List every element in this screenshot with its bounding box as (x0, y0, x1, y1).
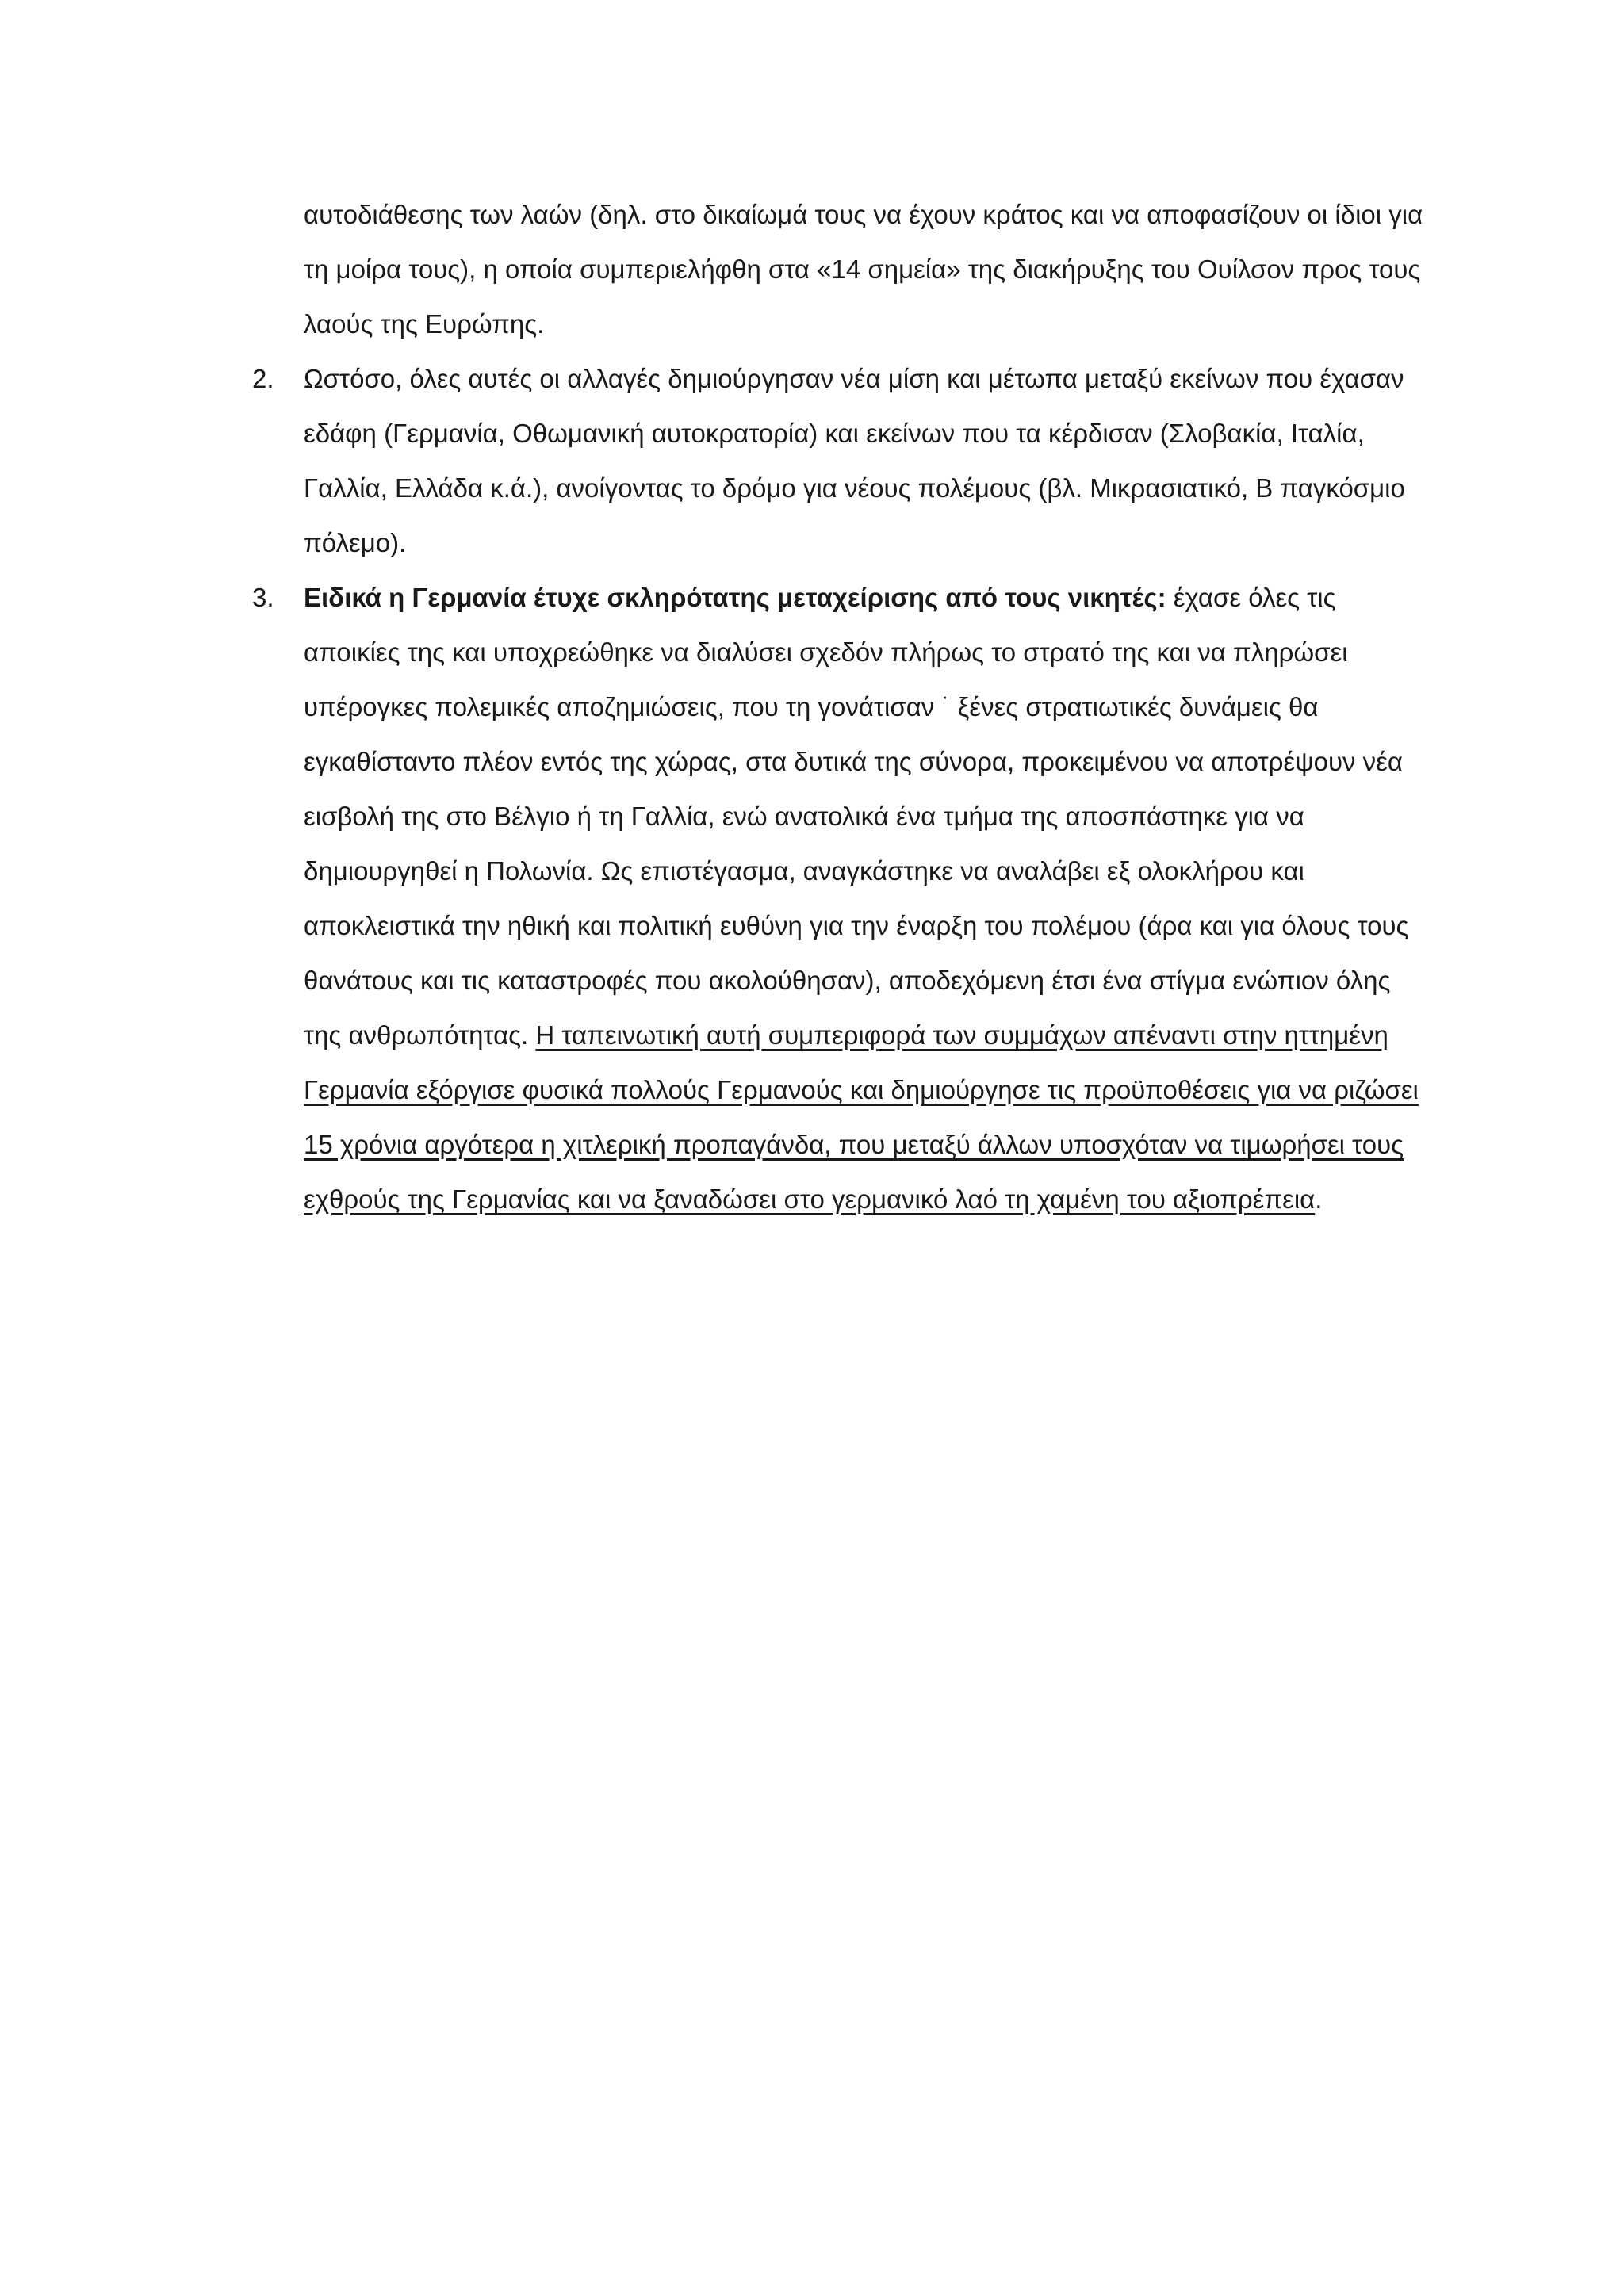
list-item-text: Ωστόσο, όλες αυτές οι αλλαγές δημιούργησαν νέα μίση και μέτωπα μεταξύ εκείνων που έχασαν εδάφη (Γερμανία, Οθωμανική αυτοκρατορία) και εκείνων που τα κέρδισαν (Σλοβακία, Ιταλία, Γαλλία, Ελλάδα κ.ά.), ανοίγοντας το δρόμο για νέους πολέμους (βλ. Μικρασιατικό, Β παγκόσμιο πόλεμο). (304, 364, 1405, 557)
trailing-period: . (1315, 1184, 1323, 1214)
list-item-3 (252, 570, 1434, 1226)
list-item-2 (252, 351, 1434, 570)
list-item-text: έχασε όλες τις αποικίες της και υποχρεώθηκε να διαλύσει σχεδόν πλήρως το στρατό της και να πληρώσει υπέρογκες πολεμικές αποζημιώσεις, που τη γονάτισαν ˙ ξένες στρατιωτικές δυνάμεις θα εγκαθίσταντο πλέον εντός της χώρας, στα δυτικά της σύνορα, προκειμένου να αποτρέψουν νέα εισβολή της στο Βέλγιο ή τη Γαλλία, ενώ ανατολικά ένα τμήμα της αποσπάστηκε για να δημιουργηθεί η Πολωνία. Ως επιστέγασμα, αναγκάστηκε να αναλάβει εξ ολοκλήρου και αποκλειστικά την ηθική και πολιτική ευθύνη για την έναρξη του πολέμου (άρα και για όλους τους θανάτους και τις καταστροφές που ακολούθησαν), αποδεχόμενη έτσι ένα στίγμα ενώπιον όλης της ανθρωπότητας. (304, 583, 1409, 1050)
document-body (252, 187, 1434, 1226)
continuation-text: αυτοδιάθεσης των λαών (δηλ. στο δικαίωμά τους να έχουν κράτος και να αποφασίζουν οι ίδιοι για τη μοίρα τους), η οποία συμπεριελήφθη στα «14 σημεία» της διακήρυξης του Ουίλσον προς τους λαούς της Ευρώπης. (304, 200, 1423, 339)
underlined-text: Η ταπεινωτική αυτή συμπεριφορά των συμμάχων απέναντι στην ηττημένη Γερμανία εξόργισε φυσικά πολλούς Γερμανούς και δημιούργησε τις προϋποθέσεις για να ριζώσει 15 χρόνια αργότερα η χιτλερική προπαγάνδα, που μεταξύ άλλων υποσχόταν να τιμωρήσει τους εχθρούς της Γερμανίας και να ξαναδώσει στο γερμανικό λαό τη χαμένη του αξιοπρέπεια (304, 1020, 1419, 1214)
list-number: 2. (252, 364, 274, 393)
paragraph-continuation (304, 187, 1434, 351)
list-number: 3. (252, 583, 274, 612)
bold-lead-text: Ειδικά η Γερμανία έτυχε σκληρότατης μεταχείρισης από τους νικητές: (304, 583, 1166, 612)
